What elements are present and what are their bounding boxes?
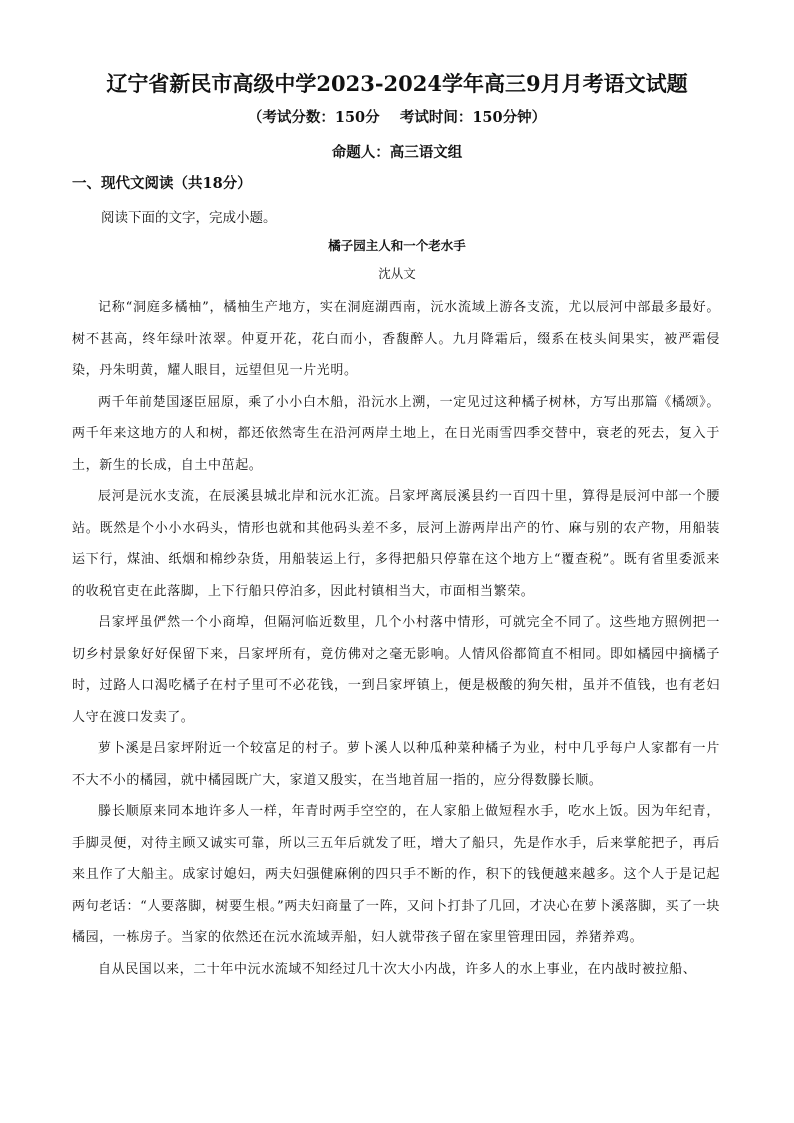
article-paragraph: 记称“洞庭多橘柚”，橘柚生产地方，实在洞庭湖西南，沅水流域上游各支流，尤以辰河中部最多最好。树不甚高，终年绿叶浓翠。仲夏开花，花白而小，香馥醉人。九月降霜后，缀系在枝头间果实，被严霜侵染，丹朱明黄，耀人眼目，远望但见一片光明。 [72,300,720,378]
article-paragraph: 自从民国以来，二十年中沅水流域不知经过几十次大小内战，许多人的水上事业，在内战时被拉船、 [98,961,697,977]
article-author: 沈从文 [378,266,416,281]
exam-author: 命题人：高三语文组 [331,144,463,161]
article-paragraph: 吕家坪虽俨然一个小商埠，但隔河临近数里，几个小村落中情形，可就完全不同了。这些地方照例把一切乡村景象好好保留下来，吕家坪所有，竟仿佛对之毫无影响。人情风俗都简直不相同。即如橘园中摘橘子时，过路人口渴吃橘子在村子里可不必花钱，一到吕家坪镇上，便是极酸的狗矢柑，虽并不值钱，也有老妇人守在渡口发卖了。 [72,615,720,725]
exam-title: 辽宁省新民市高级中学2023-2024学年高三9月月考语文试题 [106,71,688,96]
section-heading: 一、现代文阅读（共18分） [72,175,252,192]
exam-subtitle: （考试分数：150分 考试时间：150分钟） [247,109,547,126]
article-body [72,292,720,985]
article-paragraph: 两千年前楚国逐臣屈原，乘了小小白木船，沿沅水上溯，一定见过这种橘子树林，方写出那篇《橘颂》。两千年来这地方的人和树，都还依然寄生在沿河两岸土地上，在日光雨雪四季交替中，衰老的死去，复入于土，新生的长成，自土中茁起。 [72,394,720,473]
article-title: 橘子园主人和一个老水手 [328,238,466,253]
section-instruction: 阅读下面的文字，完成小题。 [101,210,277,226]
article-paragraph: 辰河是沅水支流，在辰溪县城北岸和沅水汇流。吕家坪离辰溪县约一百四十里，算得是辰河中部一个腰站。既然是个小小水码头，情形也就和其他码头差不多，辰河上游两岸出产的竹、麻与别的农产物，用船装运下行，煤油、纸烟和棉纱杂货，用船装运上行，多得把船只停靠在这个地方上“覆查税”。既有省里委派来的收税官吏在此落脚，上下行船只停泊多，因此村镇相当大，市面相当繁荣。 [72,489,720,599]
article-paragraph: 萝卜溪是吕家坪附近一个较富足的村子。萝卜溪人以种瓜种菜种橘子为业，村中几乎每户人家都有一片不大不小的橘园，就中橘园既广大，家道又殷实，在当地首屈一指的，应分得数滕长顺。 [72,741,720,788]
article-paragraph: 滕长顺原来同本地许多人一样，年青时两手空空的，在人家船上做短程水手，吃水上饭。因为年纪青，手脚灵便，对待主顾又诚实可靠，所以三五年后就发了旺，增大了船只，先是作水手，后来掌舵把子，再后来且作了大船主。成家讨媳妇，两夫妇强健麻俐的四只手不断的作，积下的钱便越来越多。这个人于是记起两句老话：“人要落脚，树要生根。”两夫妇商量了一阵，又问卜打卦了几回，才决心在萝卜溪落脚，买了一块橘园，一栋房子。当家的依然还在沅水流域弄船，妇人就带孩子留在家里管理田园，养猪养鸡。 [72,804,720,945]
